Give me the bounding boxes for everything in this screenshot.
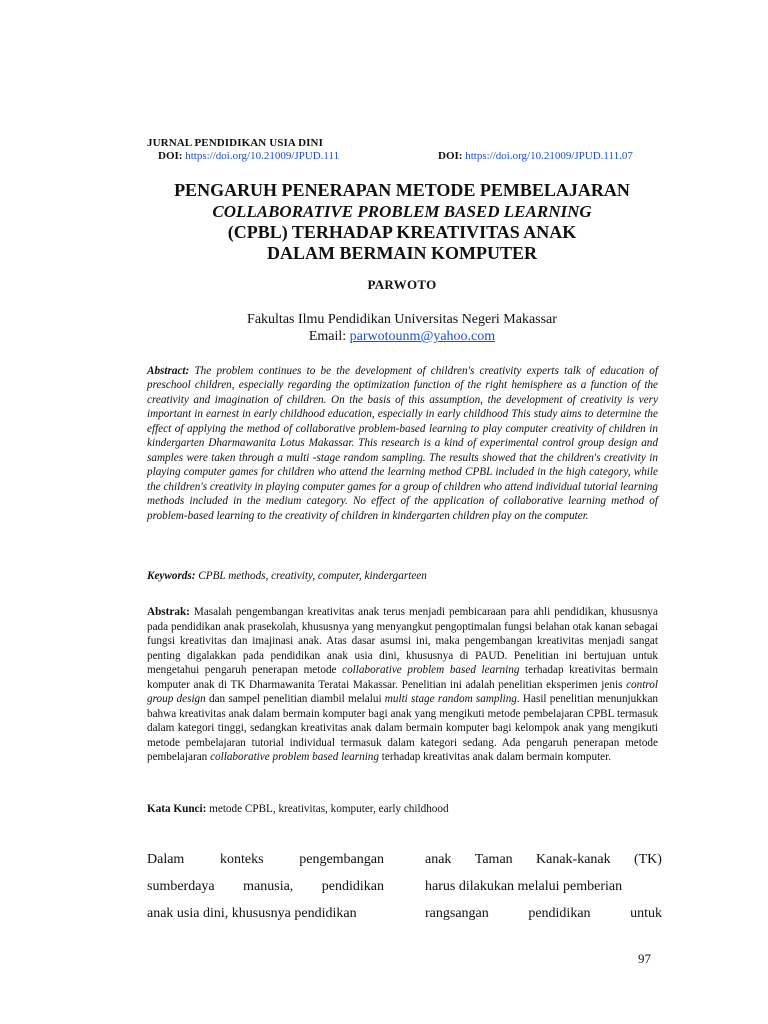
doi-right-link[interactable]: https://doi.org/10.21009/JPUD.111.07 — [465, 150, 633, 162]
doi-left-link[interactable]: https://doi.org/10.21009/JPUD.111 — [185, 150, 340, 162]
body-word: pendidikan — [321, 879, 384, 894]
affiliation — [0, 311, 768, 345]
body-word: (TK) — [633, 852, 662, 867]
abstrak-text-3: dan sampel penelitian diambil melalui — [205, 693, 385, 706]
body-line — [425, 900, 662, 927]
article-title — [120, 180, 684, 264]
abstrak-text-5: terhadap kreativitas anak dalam bermain komputer. — [379, 751, 612, 764]
body-word: anak — [425, 852, 452, 867]
institution: Fakultas Ilmu Pendidikan Universitas Negeri Makassar — [247, 312, 557, 327]
keywords — [147, 570, 667, 582]
body-line — [425, 873, 662, 900]
body-line — [147, 873, 384, 900]
doi-label: DOI: — [438, 150, 463, 162]
title-line-2: COLLABORATIVE PROBLEM BASED LEARNING — [212, 202, 592, 221]
kata-kunci-text: metode CPBL, kreativitas, komputer, early childhood — [206, 803, 449, 815]
email-link[interactable]: parwotounm@yahoo.com — [349, 329, 496, 344]
body-column-right — [425, 846, 662, 927]
email-label: Email: — [308, 329, 350, 344]
doi-left — [158, 150, 339, 162]
body-line — [425, 846, 662, 873]
body-line — [147, 846, 384, 873]
abstrak-emphasis-4: collaborative problem based learning — [210, 751, 379, 764]
abstrak-text-4: . Hasil penelitian menunjukkan bahwa kreativitas anak dalam bermain komputer bagi anak yang mengikuti metode pembelajaran CPBL termasuk dalam kategori tinggi, sedangkan kreativitas anak dalam bermain komputer bagi kelompok anak yang mengikuti metode pembelajaran tutorial individual termasuk dalam kategori sedang. Ada pengaruh penerapan metode pembelajaran — [147, 693, 658, 764]
abstrak-emphasis-2: control group design — [147, 678, 658, 706]
body-line — [147, 900, 384, 927]
kata-kunci-label: Kata Kunci: — [147, 803, 207, 815]
abstract-label: Abstract: — [147, 365, 190, 377]
kata-kunci — [147, 803, 667, 815]
body-word: harus dilakukan melalui pemberian — [425, 879, 623, 894]
abstrak-emphasis-3: multi stage random sampling — [384, 693, 517, 706]
keywords-label: Keywords: — [147, 570, 196, 582]
email-line — [0, 328, 768, 345]
abstract-indonesian — [147, 605, 658, 765]
body-word: manusia, — [243, 879, 294, 894]
author-name: PARWOTO — [367, 277, 437, 292]
keywords-text: CPBL methods, creativity, computer, kindergarteen — [195, 570, 427, 582]
abstrak-text-2: terhadap kreativitas bermain komputer anak di TK Dharmawanita Teratai Makassar. Penelitian ini adalah penelitian eksperimen jenis — [147, 664, 658, 691]
body-word: konteks — [220, 852, 264, 867]
body-word: Taman — [474, 852, 513, 867]
title-line-4: DALAM BERMAIN KOMPUTER — [267, 243, 537, 263]
title-line-3: (CPBL) TERHADAP KREATIVITAS ANAK — [227, 222, 577, 242]
body-word: anak usia dini, khususnya pendidikan — [147, 906, 357, 921]
journal-name: JURNAL PENDIDIKAN USIA DINI — [147, 137, 323, 149]
abstrak-text-1: Masalah pengembangan kreativitas anak terus menjadi pembicaraan para ahli pendidikan, khususnya pada pendidikan anak prasekolah, khususnya yang menyangkut pengoptimalan fungsi belahan otak kanan sebagai fungsi kreativitas dan imajinasi anak. Atas dasar asumsi ini, maka pengembangan kreativitas menjadi sangat penting digalakkan pada pendidikan anak usia dini, khususnya di PAUD. Penelitian ini bertujuan untuk mengetahui pengaruh penerapan metode — [147, 606, 658, 677]
body-word: sumberdaya — [147, 879, 215, 894]
body-word: Kanak-kanak — [536, 852, 611, 867]
abstract-text: The problem continues to be the development of children's creativity experts talk of education of preschool children, especially regarding the optimization function of the right hemisphere as a function of the creativity and imagination of children. On the basis of this assumption, the development of creativity is very important in earnest in early childhood education, especially in early childhood This study aims to determine the effect of applying the method of collaborative problem-based learning to play computer creativity of children in kindergarten Dharmawanita Lotus Makassar. This research is a kind of experimental control group design and samples were taken through a multi -stage random sampling. The results showed that the children's creativity in playing computer games for children who attend the learning method CPBL included in the high category, while the children's creativity in playing computer games for a group of children who attend individual tutorial learning methods included in the medium category. No effect of the application of collaborative learning method of problem-based learning to the creativity of children in kindergarten children play on the computer. — [147, 365, 658, 522]
body-word: pengembangan — [299, 852, 384, 867]
abstract-english — [147, 364, 658, 523]
page-number: 97 — [638, 951, 651, 966]
body-column-left — [147, 846, 384, 927]
title-line-1: PENGARUH PENERAPAN METODE PEMBELAJARAN — [174, 180, 630, 200]
abstrak-label: Abstrak: — [147, 606, 190, 618]
body-word: Dalam — [147, 852, 185, 867]
body-word: pendidikan — [528, 906, 591, 921]
body-word: untuk — [630, 906, 662, 921]
doi-right — [438, 150, 633, 162]
doi-label: DOI: — [158, 150, 183, 162]
body-word: rangsangan — [425, 906, 489, 921]
abstrak-emphasis-1: collaborative problem based learning — [342, 664, 520, 677]
